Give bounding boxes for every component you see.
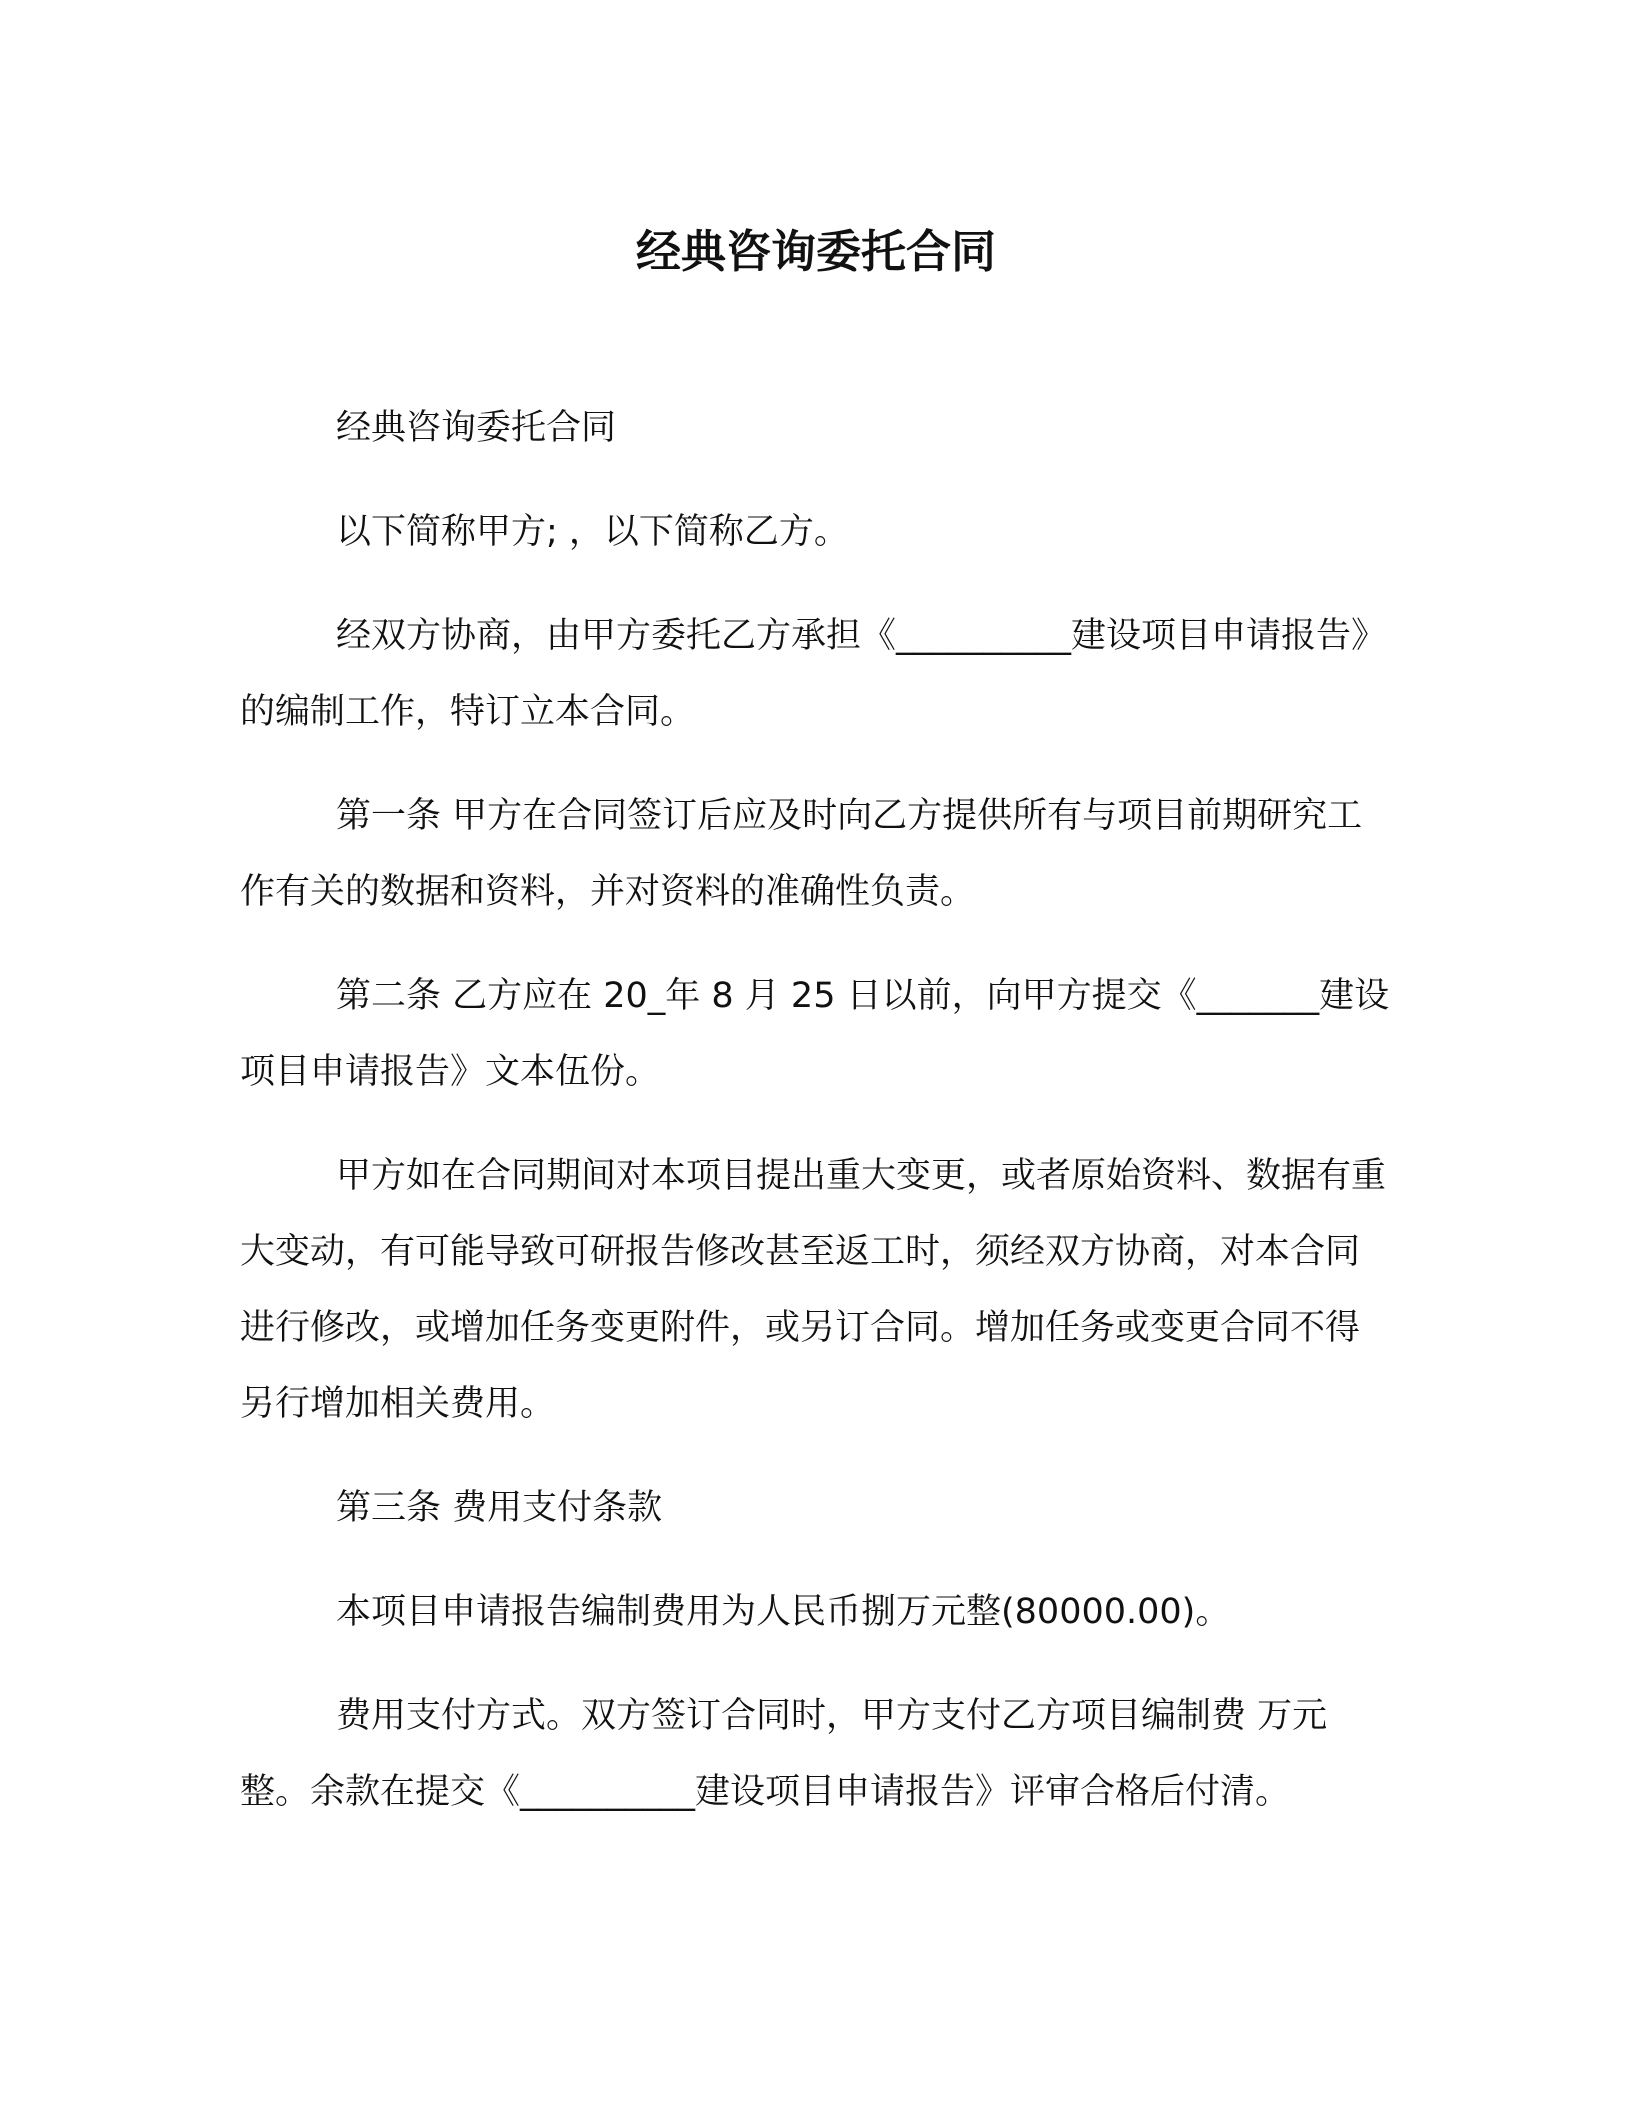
paragraph-parties: 以下简称甲方; ，以下简称乙方。 — [336, 512, 849, 552]
paragraph-intro: 经双方协商，由甲方委托乙方承担《__________建设项目申请报告》的编制工作，特订立本合同。 — [240, 616, 1387, 732]
document-body — [240, 390, 1392, 1858]
paragraph-heading: 经典咨询委托合同 — [336, 408, 617, 448]
paragraph-changes: 甲方如在合同期间对本项目提出重大变更，或者原始资料、数据有重大变动，有可能导致可研报告修改甚至返工时，须经双方协商，对本合同进行修改，或增加任务变更附件，或另订合同。增加任务或变更合同不得另行增加相关费用。 — [240, 1156, 1387, 1424]
paragraph-article-2: 第二条 乙方应在 20_年 8 月 25 日以前，向甲方提交《_______建设项目申请报告》文本伍份。 — [240, 976, 1390, 1092]
paragraph-fee: 本项目申请报告编制费用为人民币捌万元整(80000.00)。 — [336, 1592, 1231, 1632]
paragraph-payment: 费用支付方式。双方签订合同时，甲方支付乙方项目编制费 万元整。余款在提交《__________建设项目申请报告》评审合格后付清。 — [240, 1696, 1328, 1812]
paragraph-article-1: 第一条 甲方在合同签订后应及时向乙方提供所有与项目前期研究工作有关的数据和资料，并对资料的准确性负责。 — [240, 796, 1363, 912]
paragraph-article-3: 第三条 费用支付条款 — [336, 1488, 663, 1528]
document-title: 经典咨询委托合同 — [635, 225, 996, 278]
